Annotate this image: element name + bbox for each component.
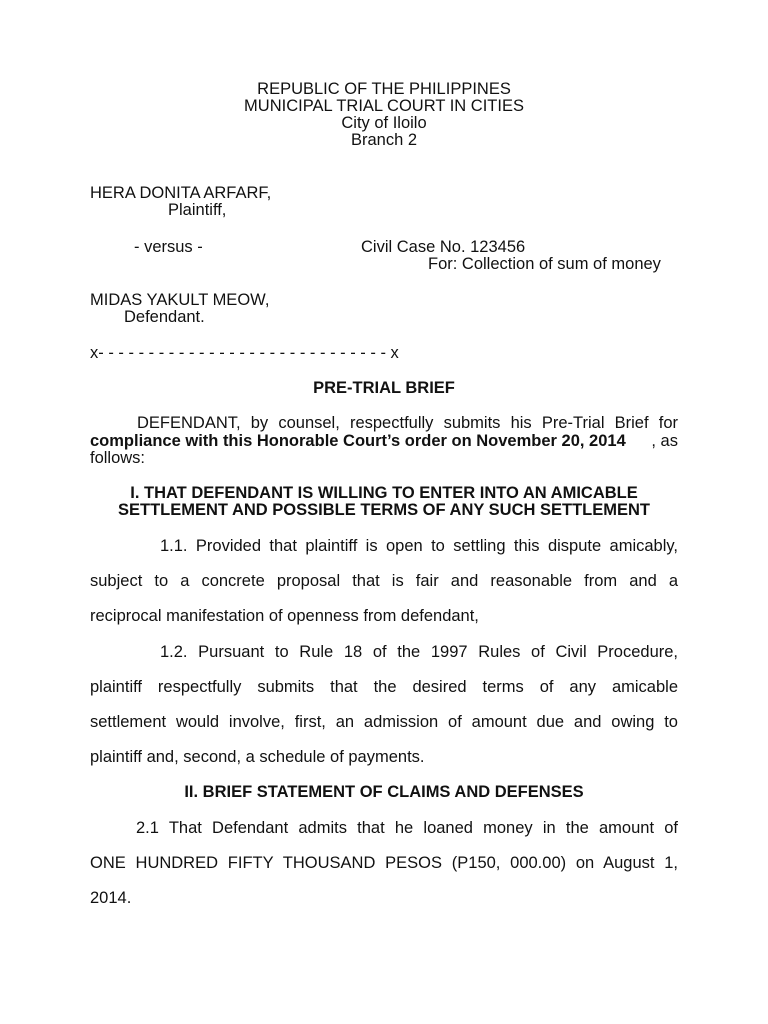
caption-branch: Branch 2 [350, 131, 418, 149]
para-2-1-line-1: 2.1 That Defendant admits that he loaned money in the amount of [136, 819, 678, 837]
case-nature: For: Collection of sum of money [428, 255, 661, 273]
defendant-name: MIDAS YAKULT MEOW, [90, 291, 270, 309]
para-2-1-line-3: 2014. [90, 889, 132, 907]
section-1-heading-line-1: I. THAT DEFENDANT IS WILLING TO ENTER INTO AN AMICABLE [130, 484, 638, 502]
caption-city: City of Iloilo [341, 114, 427, 132]
intro-line-1: DEFENDANT, by counsel, respectfully submits his Pre-Trial Brief for [137, 414, 678, 432]
section-1-heading-line-2: SETTLEMENT AND POSSIBLE TERMS OF ANY SUCH SETTLEMENT [118, 501, 650, 519]
para-1-2-line-4: plaintiff and, second, a schedule of payments. [90, 748, 425, 766]
para-1-1-line-3: reciprocal manifestation of openness from defendant, [90, 607, 479, 625]
para-1-2-line-2: plaintiff respectfully submits that the desired terms of any amicable [90, 678, 678, 696]
versus-label: - versus - [134, 238, 203, 256]
defendant-role: Defendant. [124, 308, 205, 326]
caption-separator: x- - - - - - - - - - - - - - - - - - - - - - - - - - - - - x [90, 344, 399, 362]
caption-court: MUNICIPAL TRIAL COURT IN CITIES [244, 97, 524, 115]
section-2-heading: II. BRIEF STATEMENT OF CLAIMS AND DEFENSES [184, 783, 584, 801]
para-1-2-line-3: settlement would involve, first, an admission of amount due and owing to [90, 713, 678, 731]
caption-republic: REPUBLIC OF THE PHILIPPINES [257, 80, 511, 98]
para-2-1-line-2: ONE HUNDRED FIFTY THOUSAND PESOS (P150, 000.00) on August 1, [90, 854, 678, 872]
para-1-1-line-2: subject to a concrete proposal that is fair and reasonable from and a [90, 572, 678, 590]
para-1-1-line-1: 1.1. Provided that plaintiff is open to settling this dispute amicably, [160, 537, 678, 555]
intro-line-2-end: , as [651, 432, 678, 450]
plaintiff-role: Plaintiff, [168, 201, 227, 219]
intro-order-reference: compliance with this Honorable Court’s order on November 20, 2014 [90, 432, 626, 450]
intro-line-2 [90, 432, 678, 450]
case-number: Civil Case No. 123456 [361, 238, 526, 256]
para-1-2-line-1: 1.2. Pursuant to Rule 18 of the 1997 Rules of Civil Procedure, [160, 643, 678, 661]
intro-line-3: follows: [90, 449, 146, 467]
document-title: PRE-TRIAL BRIEF [313, 379, 455, 397]
plaintiff-name: HERA DONITA ARFARF, [90, 184, 272, 202]
